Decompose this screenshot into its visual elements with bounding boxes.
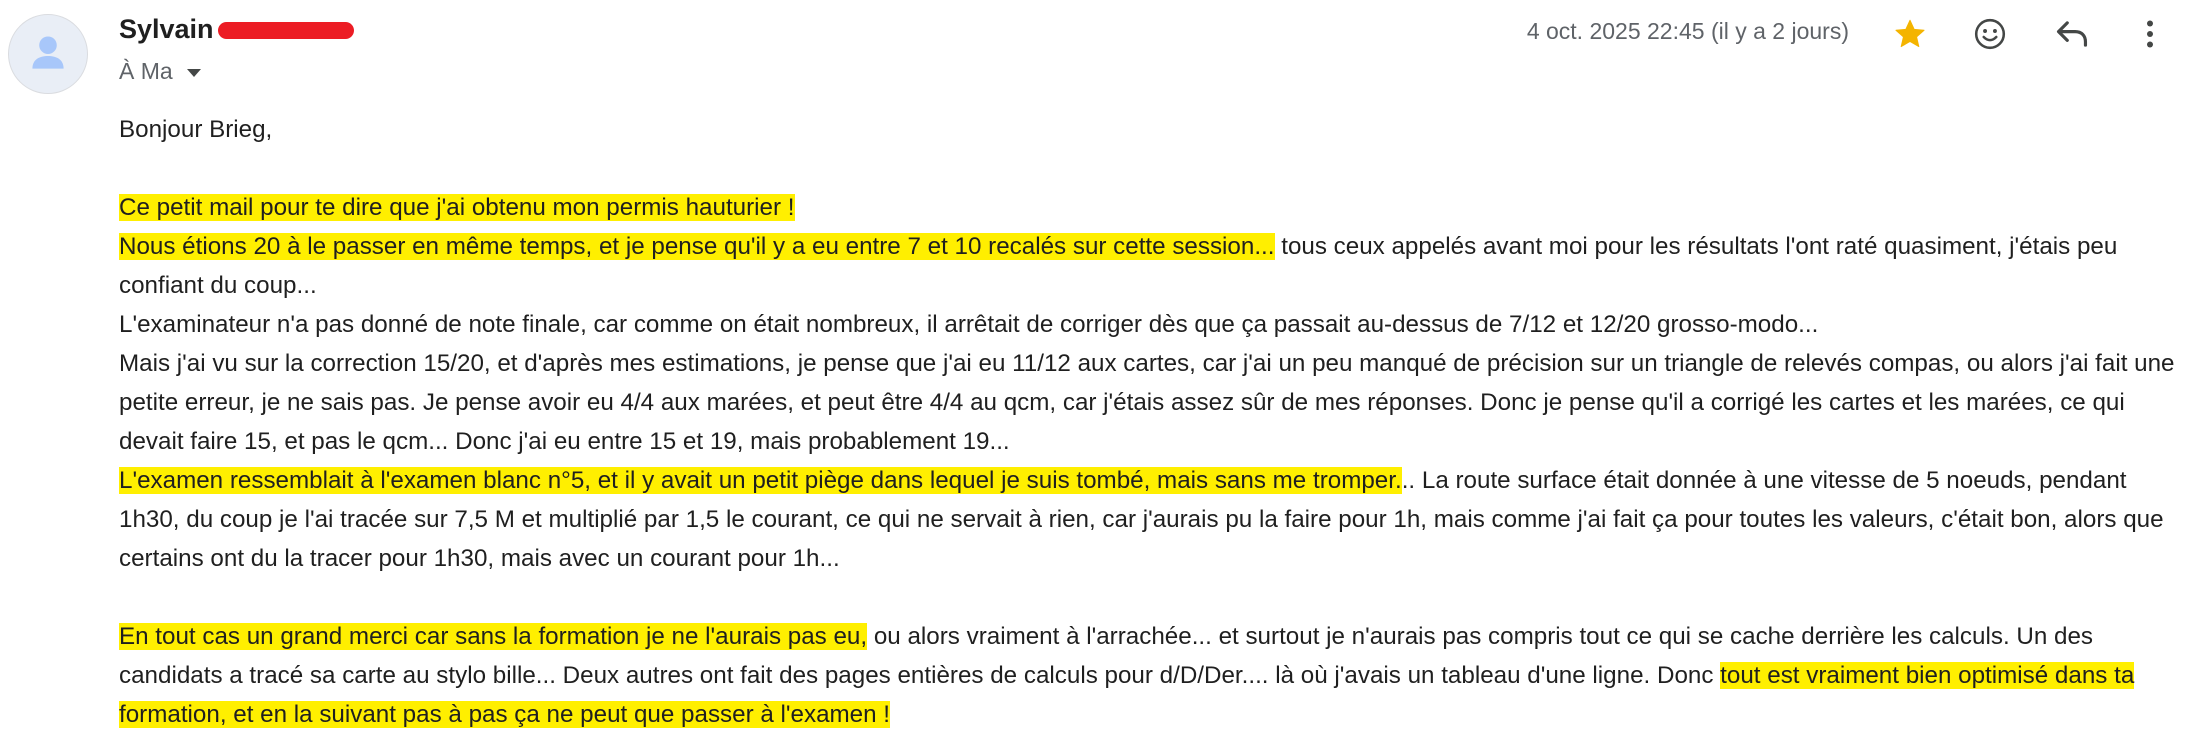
sender-name[interactable]: Sylvain — [119, 14, 214, 44]
sender-avatar[interactable] — [8, 14, 88, 94]
paragraph-3: L'examinateur n'a pas donné de note finale, car comme on était nombreux, il arrêtait de corriger dès que ça passait au-dessus de 7/12 et 12/20 grosso-modo... — [119, 311, 1819, 338]
emoji-reaction-button[interactable] — [1968, 12, 2012, 56]
body-text: tous ceux appelés avant moi pour les résultats l'ont raté quasiment, j'étais peu confiant du coup... — [119, 233, 2118, 299]
recipient-dropdown[interactable] — [119, 58, 201, 85]
paragraph-2 — [119, 227, 2187, 305]
greeting: Bonjour Brieg, — [119, 116, 273, 143]
highlighted-text: tout est vraiment bien optimisé dans ta formation, et en la suivant pas à pas ça ne peut que passer à l'examen ! — [119, 662, 2135, 728]
highlighted-text: Nous étions 20 à le passer en même temps, et je pense qu'il y a eu entre 7 et 10 recalés sur cette session... — [119, 233, 1275, 260]
more-options-button[interactable] — [2128, 12, 2172, 56]
spacer — [119, 578, 2187, 617]
reply-button[interactable] — [2050, 12, 2094, 56]
highlighted-text: En tout cas un grand merci car sans la formation je ne l'aurais pas eu, — [119, 623, 868, 650]
reply-icon — [2053, 15, 2091, 53]
spacer — [119, 149, 2187, 188]
message-body — [119, 110, 2187, 734]
star-icon — [1892, 16, 1928, 52]
paragraph-1 — [119, 188, 2187, 227]
body-text: ou alors vraiment à l'arrachée... et surtout je n'aurais pas compris tout ce qui se cache derrière les calculs. Un des candidats a tracé sa carte au stylo bille... Deux autres ont fait des pages entières de calculs pour d/D/Der.... là où j'avais un tableau d'une ligne. Donc — [119, 623, 2094, 689]
caret-down-icon[interactable] — [187, 69, 201, 77]
emoji-icon — [1972, 16, 2008, 52]
redaction-mark — [218, 22, 354, 39]
person-icon — [9, 15, 87, 93]
recipient-label: À Ma — [119, 58, 173, 84]
highlighted-text: L'examen ressemblait à l'examen blanc n°5, et il y avait un petit piège dans lequel je suis tombé, mais sans me tromper. — [119, 467, 1402, 494]
highlighted-text: Ce petit mail pour te dire que j'ai obtenu mon permis hauturier ! — [119, 194, 795, 221]
paragraph-5 — [119, 461, 2187, 578]
paragraph-4: Mais j'ai vu sur la correction 15/20, et d'après mes estimations, je pense que j'ai eu 11/12 aux cartes, car j'ai un peu manqué de précision sur un triangle de relevés compas, ou alors j'ai fait une petite erreur, je ne sais pas. Je pense avoir eu 4/4 aux marées, et peut être 4/4 au qcm, car j'étais assez sûr de mes réponses. Donc je pense qu'il a corrigé les cartes et les marées, ce qui devait faire 15, et pas le qcm... Donc j'ai eu entre 15 et 19, mais probablement 19... — [119, 350, 2175, 455]
more-vert-icon — [2132, 16, 2168, 52]
star-button[interactable] — [1888, 12, 1932, 56]
paragraph-6 — [119, 617, 2187, 734]
message-date: 4 oct. 2025 22:45 (il y a 2 jours) — [1526, 18, 1849, 44]
body-text: .. La route surface était donnée à une vitesse de 5 noeuds, pendant 1h30, du coup je l'ai tracée sur 7,5 M et multiplié par 1,5 le courant, ce qui ne servait à rien, car j'aurais pu la faire pour 1h, mais comme j'ai fait ça pour toutes les valeurs, c'était bon, alors que certains ont du la tracer pour 1h30, mais avec un courant pour 1h... — [119, 467, 2164, 572]
